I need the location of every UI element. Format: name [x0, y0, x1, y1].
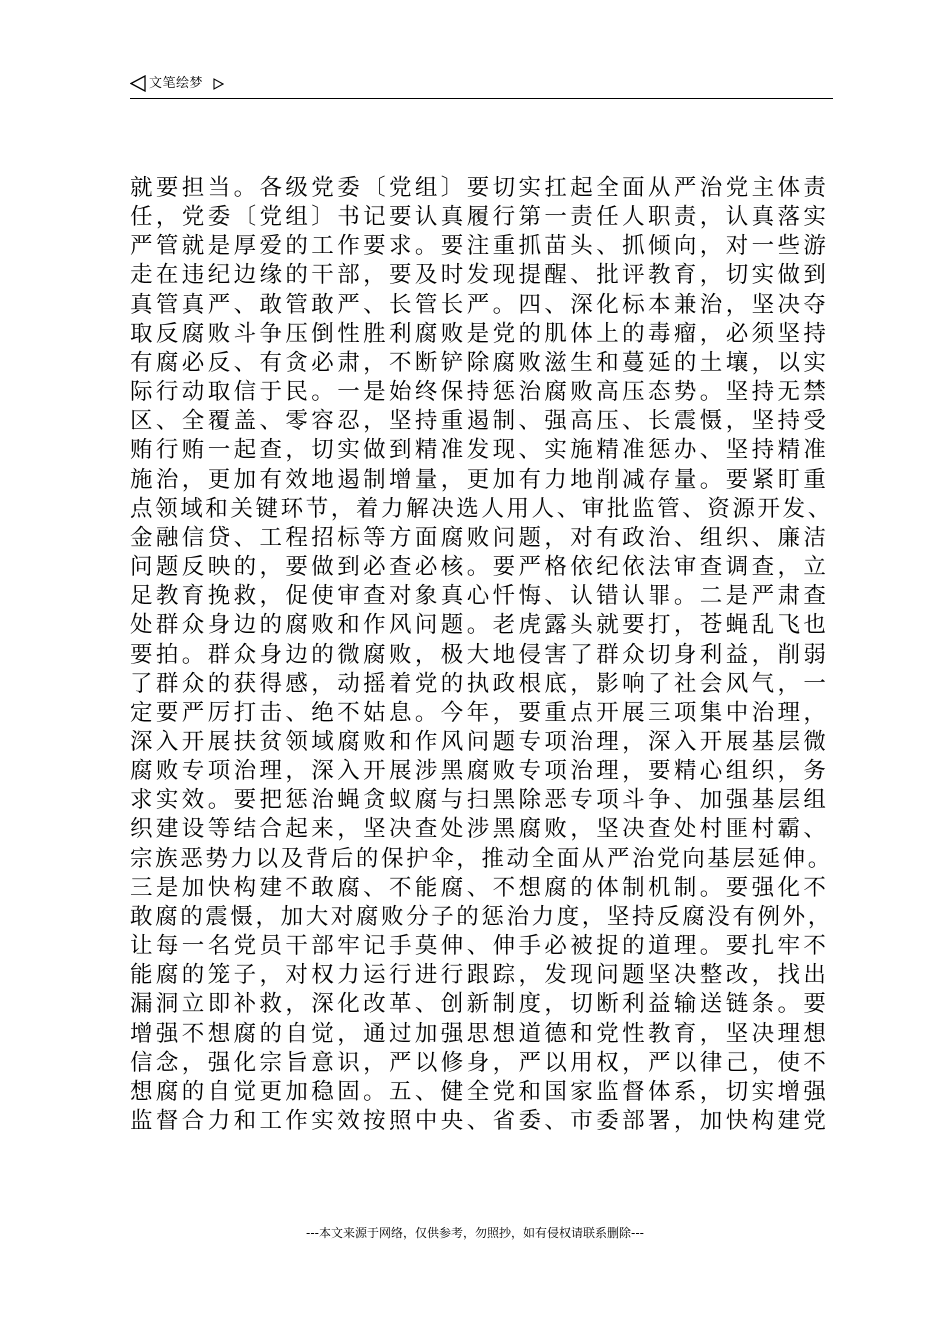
body-line: 敢腐的震慑，加大对腐败分子的惩治力度，坚持反腐没有例外，: [130, 903, 833, 930]
body-line: 想腐的自觉更加稳固。五、健全党和国家监督体系，切实增强: [130, 1078, 830, 1105]
document-body: [130, 174, 834, 1136]
body-line: 织建设等结合起来，坚决查处涉黑腐败，坚决查处村匪村霸、: [130, 816, 830, 843]
body-line: 宗族恶势力以及背后的保护伞，推动全面从严治党向基层延伸。: [130, 845, 833, 872]
body-line: 有腐必反、有贪必肃，不断铲除腐败滋生和蔓延的土壤，以实: [130, 349, 830, 376]
body-line: 三是加快构建不敢腐、不能腐、不想腐的体制机制。要强化不: [130, 874, 830, 901]
body-line: 贿行贿一起查，切实做到精准发现、实施精准惩办、坚持精准: [130, 437, 830, 464]
left-triangle-icon: [130, 75, 147, 92]
page-footer: ---本文来源于网络，仅供参考，勿照抄，如有侵权请联系删除---: [306, 1226, 644, 1240]
body-line: 要拍。群众身边的微腐败，极大地侵害了群众切身利益，削弱: [130, 641, 830, 668]
header-title: 文笔绘梦: [149, 76, 204, 91]
body-line: 严管就是厚爱的工作要求。要注重抓苗头、抓倾向，对一些游: [130, 233, 830, 260]
body-line: 能腐的笼子，对权力运行进行跟踪，发现问题坚决整改，找出: [130, 962, 830, 989]
body-line: 漏洞立即补救，深化改革、创新制度，切断利益输送链条。要: [130, 991, 830, 1018]
body-line: 真管真严、敢管敢严、长管长严。四、深化标本兼治，坚决夺: [130, 291, 830, 318]
body-line: 定要严厉打击、绝不姑息。今年，要重点开展三项集中治理，: [130, 699, 830, 726]
body-line: 际行动取信于民。一是始终保持惩治腐败高压态势。坚持无禁: [130, 379, 830, 406]
page-header: [130, 72, 833, 99]
body-line: 走在违纪边缘的干部，要及时发现提醒、批评教育，切实做到: [130, 262, 830, 289]
body-line: 取反腐败斗争压倒性胜利腐败是党的肌体上的毒瘤，必须坚持: [130, 320, 830, 347]
body-line: 监督合力和工作实效按照中央、省委、市委部署，加快构建党: [130, 1108, 830, 1134]
body-line: 让每一名党员干部牢记手莫伸、伸手必被捉的道理。要扎牢不: [130, 933, 830, 960]
body-line: 腐败专项治理，深入开展涉黑腐败专项治理，要精心组织，务: [130, 758, 830, 785]
body-line: 任，党委〔党组〕书记要认真履行第一责任人职责，认真落实: [130, 204, 830, 231]
body-line: 点领域和关键环节，着力解决选人用人、审批监管、资源开发、: [130, 495, 833, 522]
body-line: 求实效。要把惩治蝇贪蚁腐与扫黑除恶专项斗争、加强基层组: [130, 787, 830, 814]
body-line: 处群众身边的腐败和作风问题。老虎露头就要打，苍蝇乱飞也: [130, 612, 830, 639]
body-line: 深入开展扶贫领域腐败和作风问题专项治理，深入开展基层微: [130, 728, 830, 755]
right-triangle-icon: [213, 75, 224, 87]
body-line: 了群众的获得感，动摇着党的执政根底，影响了社会风气，一: [130, 670, 830, 697]
body-line: 足教育挽救，促使审查对象真心忏悔、认错认罪。二是严肃查: [130, 583, 830, 610]
body-line: 增强不想腐的自觉，通过加强思想道德和党性教育，坚决理想: [130, 1020, 830, 1047]
body-line: 区、全覆盖、零容忍，坚持重遏制、强高压、长震慑，坚持受: [130, 408, 830, 435]
body-line: 信念，强化宗旨意识，严以修身，严以用权，严以律己，使不: [130, 1049, 830, 1076]
body-line: 就要担当。各级党委〔党组〕要切实扛起全面从严治党主体责: [130, 175, 830, 201]
body-line: 金融信贷、工程招标等方面腐败问题，对有政治、组织、廉洁: [130, 524, 830, 551]
body-line: 问题反映的，要做到必查必核。要严格依纪依法审查调查，立: [130, 554, 830, 581]
body-line: 施治，更加有效地遏制增量，更加有力地削减存量。要紧盯重: [130, 466, 830, 493]
